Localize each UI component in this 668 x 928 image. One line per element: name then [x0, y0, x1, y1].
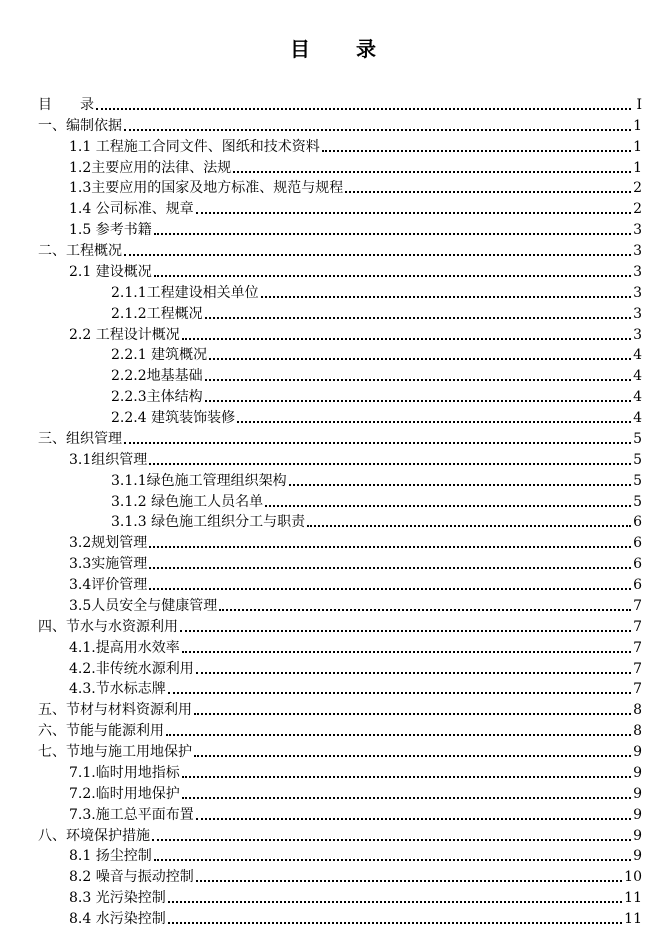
toc-entry-title: 1.2主要应用的法律、法规 [69, 159, 232, 176]
toc-entry-title: 3.5人员安全与健康管理 [69, 597, 218, 614]
toc-entry[interactable] [38, 636, 642, 657]
toc-page-number: 1 [633, 159, 642, 176]
toc-page-number: 2 [633, 201, 642, 218]
toc-dot-leader [345, 190, 631, 193]
toc-dot-leader [149, 545, 631, 548]
toc-dot-leader [237, 420, 631, 423]
toc-dot-leader [205, 399, 631, 402]
toc-entry-title: 4.2.非传统水源利用 [69, 660, 194, 677]
toc-entry[interactable] [38, 364, 642, 385]
toc-entry[interactable] [38, 782, 642, 803]
toc-entry-title: 2.2.4 建筑装饰装修 [111, 410, 236, 426]
page-title: 目 录 [290, 37, 378, 61]
toc-page-number: 6 [633, 514, 642, 531]
toc-page-number: 5 [633, 472, 642, 489]
toc-dot-leader [149, 587, 631, 590]
toc-entry[interactable] [38, 824, 642, 845]
toc-entry[interactable] [38, 678, 642, 699]
toc-entry[interactable] [38, 803, 642, 824]
toc-page-number: 2 [633, 180, 642, 197]
toc-dot-leader [152, 838, 631, 841]
toc-page-number: 1 [633, 117, 642, 134]
toc-page-number: 3 [633, 326, 642, 343]
toc-entry-title: 3.1.3 绿色施工组织分工与职责 [111, 514, 306, 531]
toc-entry[interactable] [38, 490, 642, 511]
toc-entry-title: 2.1.2工程概况 [111, 305, 203, 322]
toc-dot-leader [194, 754, 631, 757]
toc-entry-title: 3.1.2 绿色施工人员名单 [111, 493, 264, 510]
toc-entry-title: 2.2.3主体结构 [111, 389, 203, 406]
toc-page-number: 7 [633, 597, 642, 614]
toc-page-number: 6 [633, 535, 642, 552]
toc-dot-leader [180, 629, 631, 632]
toc-page-number: 9 [633, 806, 642, 823]
toc-dot-leader [154, 232, 631, 235]
toc-page-number: 5 [633, 493, 642, 510]
toc-page-number: 8 [633, 702, 642, 719]
toc-dot-leader [124, 253, 631, 256]
toc-entry-title: 六、节能与能源利用 [38, 723, 164, 740]
toc-entry-title: 四、节水与水资源利用 [38, 618, 178, 635]
toc-entry[interactable] [38, 740, 642, 761]
toc-entry-title: 7.3.施工总平面布置 [69, 806, 194, 823]
toc-dot-leader [322, 149, 631, 152]
toc-dot-leader [205, 316, 631, 319]
toc-page-number: 6 [633, 556, 642, 573]
toc-dot-leader [219, 608, 631, 611]
toc-entry-title: 4.3.节水标志牌 [69, 681, 166, 698]
toc-entry-title: 2.2 工程设计概况 [69, 326, 180, 343]
toc-dot-leader [149, 462, 631, 465]
toc-page-number: 8 [633, 723, 642, 740]
toc-entry[interactable] [38, 281, 642, 302]
toc-page-number: 3 [633, 243, 642, 259]
toc-dot-leader [289, 483, 631, 486]
toc-dot-leader [182, 337, 631, 340]
toc-entry-title: 8.4 水污染控制 [69, 911, 166, 927]
toc-dot-leader [182, 775, 631, 778]
toc-entry-title: 二、工程概况 [38, 243, 122, 259]
toc-page-number: 4 [633, 347, 642, 364]
toc-dot-leader [307, 524, 631, 527]
toc-page-number: 11 [624, 911, 642, 927]
toc-page-number: 3 [633, 284, 642, 301]
toc-entry-title: 3.1组织管理 [69, 451, 148, 468]
toc-dot-leader [182, 650, 631, 653]
toc-page-number: 9 [633, 785, 642, 802]
toc-entry[interactable] [38, 845, 642, 866]
toc-entry[interactable] [38, 344, 642, 365]
toc-entry[interactable] [38, 177, 642, 198]
toc-dot-leader [196, 879, 622, 882]
toc-dot-leader [154, 274, 631, 277]
toc-page-number: 7 [633, 618, 642, 635]
toc-entry[interactable] [38, 135, 642, 156]
toc-entry[interactable] [38, 239, 642, 260]
toc-dot-leader [261, 295, 631, 298]
toc-entry[interactable] [38, 469, 642, 490]
toc-entry-title: 2.1.1工程建设相关单位 [111, 284, 259, 301]
toc-entry[interactable] [38, 573, 642, 594]
toc-dot-leader [196, 817, 631, 820]
toc-page-number: 3 [633, 263, 642, 280]
toc-entry-title: 7.1.临时用地指标 [69, 764, 180, 781]
toc-entry-title: 2.1 建设概况 [69, 263, 152, 280]
toc-entry-title: 一、编制依据 [38, 117, 122, 134]
toc-page-number: 9 [633, 827, 642, 844]
toc-entry-title: 3.4评价管理 [69, 577, 148, 593]
toc-entry[interactable] [38, 302, 642, 323]
toc-entry[interactable] [38, 448, 642, 469]
toc-dot-leader [209, 357, 631, 360]
toc-entry-title: 7.2.临时用地保护 [69, 785, 180, 802]
toc-page-number: 5 [633, 451, 642, 468]
toc-page-number: 7 [633, 660, 642, 677]
toc-dot-leader [194, 712, 631, 715]
toc-entry[interactable] [38, 594, 642, 615]
toc-entry[interactable] [38, 698, 642, 719]
toc-dot-leader [182, 796, 631, 799]
toc-page-number: 9 [633, 744, 642, 760]
toc-dot-leader [265, 504, 631, 507]
toc-entry[interactable] [38, 719, 642, 740]
toc-entry-title: 1.4 公司标准、规章 [69, 201, 194, 218]
toc-entry-title: 8.1 扬尘控制 [69, 848, 152, 865]
toc-page-number: 4 [633, 389, 642, 406]
toc-dot-leader [149, 566, 631, 569]
toc-dot-leader [205, 378, 631, 381]
toc-entry-title: 七、节地与施工用地保护 [38, 744, 192, 760]
toc-entry-title: 1.1 工程施工合同文件、图纸和技术资料 [69, 138, 320, 155]
toc-entry-title: 3.3实施管理 [69, 556, 148, 573]
toc-entry-title: 8.3 光污染控制 [69, 890, 166, 907]
toc-dot-leader [96, 107, 631, 110]
toc-entry-title: 五、节材与材料资源利用 [38, 702, 192, 719]
toc-entry[interactable] [38, 114, 642, 135]
toc-page-number: 10 [624, 869, 642, 886]
toc-page-number: 11 [624, 890, 642, 907]
toc-entry[interactable] [38, 323, 642, 344]
toc-entry[interactable] [38, 93, 642, 114]
toc-entry-title: 八、环境保护措施 [38, 827, 150, 844]
toc-entry[interactable] [38, 385, 642, 406]
toc-page-number: 7 [633, 681, 642, 698]
toc-entry[interactable] [38, 552, 642, 573]
table-of-contents [38, 93, 642, 928]
toc-entry-title: 三、组织管理 [38, 430, 122, 447]
toc-entry-title: 2.2.2地基基础 [111, 368, 203, 385]
toc-dot-leader [168, 921, 622, 924]
toc-entry[interactable] [38, 260, 642, 281]
toc-page-number: 9 [633, 764, 642, 781]
toc-entry[interactable] [38, 886, 642, 907]
toc-dot-leader [168, 900, 622, 903]
toc-entry[interactable] [38, 197, 642, 218]
toc-page-number: 4 [633, 368, 642, 385]
toc-entry[interactable] [38, 218, 642, 239]
toc-entry[interactable] [38, 865, 642, 886]
toc-dot-leader [168, 691, 631, 694]
toc-entry-title: 1.5 参考书籍 [69, 222, 152, 239]
toc-entry-title: 目 录 [38, 96, 94, 113]
toc-page-number: I [636, 96, 642, 113]
toc-dot-leader [124, 128, 631, 131]
toc-entry-title: 4.1.提高用水效率 [69, 639, 180, 656]
toc-page-number: 5 [633, 430, 642, 447]
toc-dot-leader [154, 858, 631, 861]
toc-entry[interactable] [38, 156, 642, 177]
toc-entry-title: 8.2 噪音与振动控制 [69, 869, 194, 886]
toc-entry[interactable] [38, 761, 642, 782]
toc-entry[interactable] [38, 427, 642, 448]
toc-dot-leader [233, 170, 631, 173]
toc-entry[interactable] [38, 531, 642, 552]
toc-dot-leader [166, 733, 631, 736]
toc-entry[interactable] [38, 657, 642, 678]
toc-entry[interactable] [38, 406, 642, 427]
toc-entry[interactable] [38, 511, 642, 532]
toc-page-number: 3 [633, 222, 642, 239]
toc-entry-title: 1.3主要应用的国家及地方标准、规范与规程 [69, 180, 344, 197]
toc-entry[interactable] [38, 615, 642, 636]
toc-entry[interactable] [38, 907, 642, 928]
toc-entry-title: 3.1.1绿色施工管理组织架构 [111, 472, 287, 489]
toc-dot-leader [196, 671, 631, 674]
toc-entry-title: 3.2规划管理 [69, 535, 148, 552]
toc-page-number: 7 [633, 639, 642, 656]
toc-page-number: 9 [633, 848, 642, 865]
toc-page-number: 4 [633, 410, 642, 426]
toc-dot-leader [196, 211, 631, 214]
toc-entry-title: 2.2.1 建筑概况 [111, 347, 208, 364]
toc-page-number: 6 [633, 577, 642, 593]
toc-page-number: 1 [633, 138, 642, 155]
toc-dot-leader [124, 441, 631, 444]
toc-page-number: 3 [633, 305, 642, 322]
